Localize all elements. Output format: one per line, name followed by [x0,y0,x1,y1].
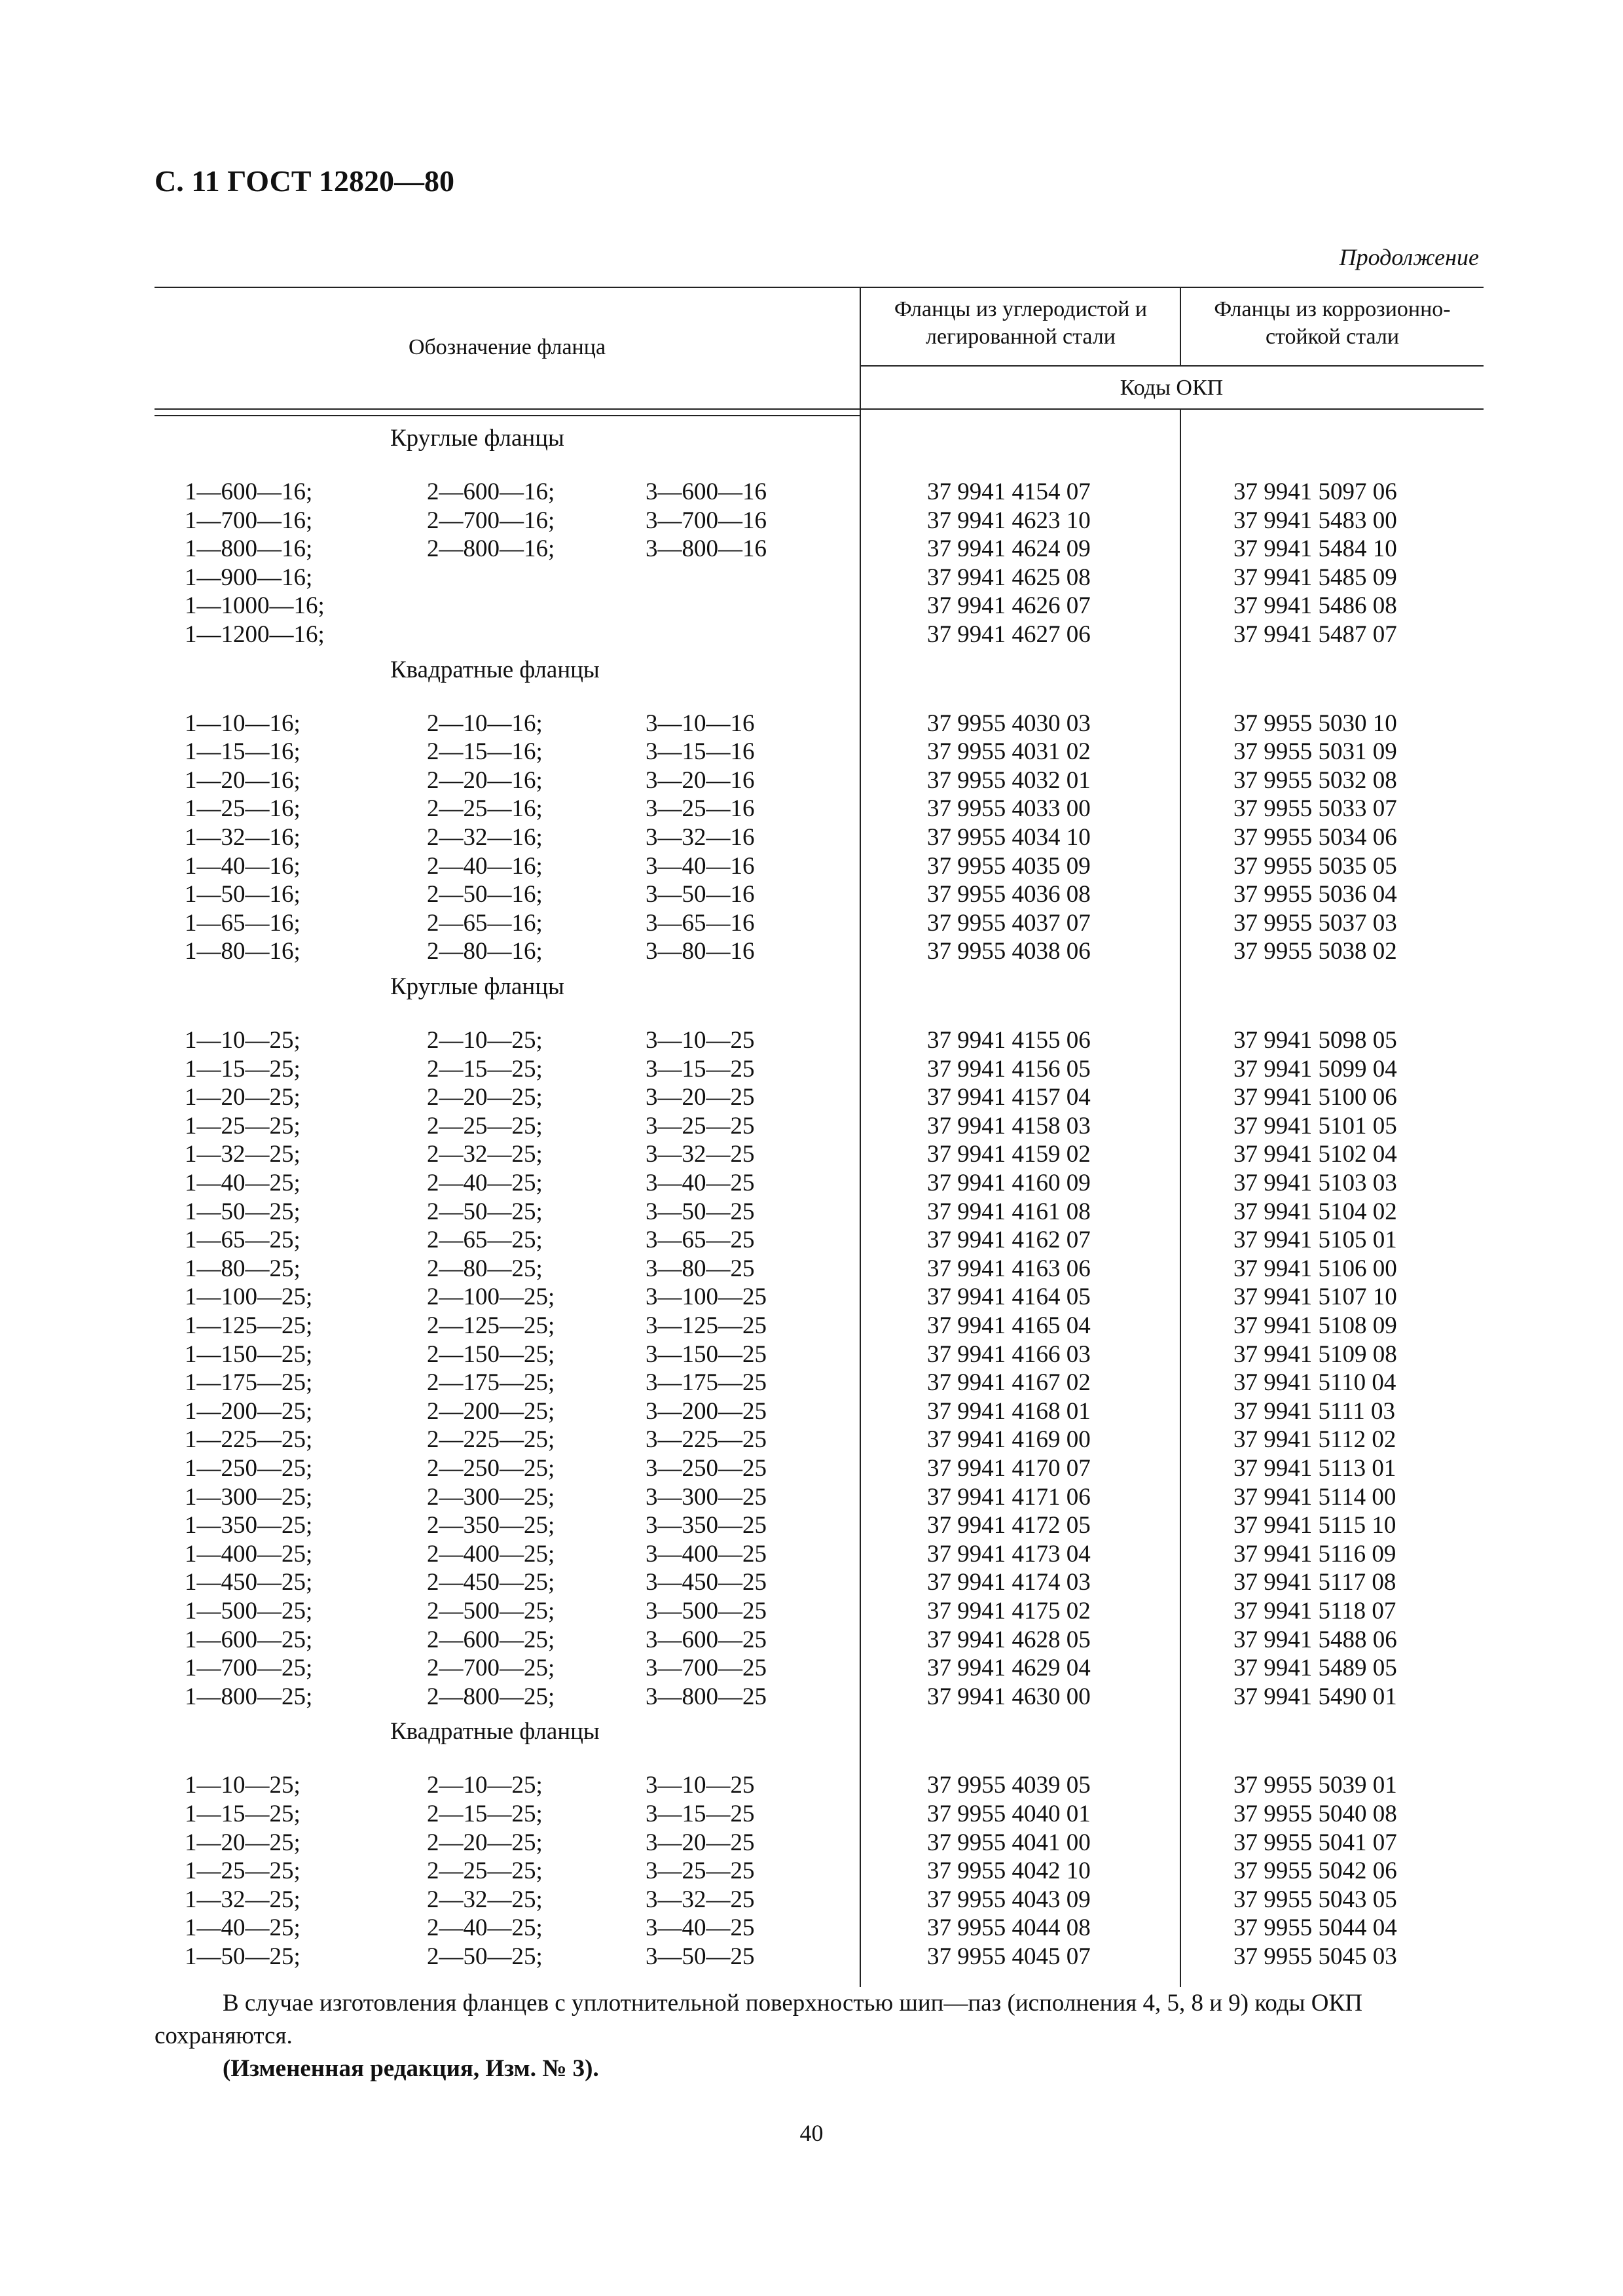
designation-1: 1—50—25; [185,1943,301,1970]
designation-2: 2—50—25; [427,1198,543,1225]
okp-code-stainless: 37 9941 5098 05 [1233,1027,1397,1054]
okp-code-stainless: 37 9955 5042 06 [1233,1857,1397,1885]
designation-2: 2—32—16; [427,824,543,851]
section-title: Квадратные фланцы [390,1718,600,1746]
okp-code-carbon: 37 9941 4172 05 [927,1512,1091,1539]
designation-2: 2—100—25; [427,1283,555,1311]
designation-1: 1—450—25; [185,1569,313,1596]
designation-3: 3—125—25 [646,1312,767,1339]
okp-code-carbon: 37 9941 4175 02 [927,1598,1091,1624]
designation-2: 2—700—25; [427,1655,555,1682]
designation-3: 3—450—25 [646,1569,767,1596]
designation-3: 3—32—25 [646,1886,755,1913]
designation-3: 3—10—16 [646,709,755,737]
designation-1: 1—300—25; [185,1483,313,1511]
designation-1: 1—10—25; [185,1772,301,1799]
designation-1: 1—32—25; [185,1141,301,1168]
okp-code-carbon: 37 9955 4042 10 [927,1857,1091,1885]
table-row [155,592,1484,620]
designation-1: 1—40—16; [185,852,301,880]
okp-code-stainless: 37 9941 5099 04 [1233,1055,1397,1083]
designation-1: 1—500—25; [185,1598,313,1624]
okp-code-carbon: 37 9941 4629 04 [927,1655,1091,1682]
table-row [155,1683,1484,1711]
designation-3: 3—25—16 [646,795,755,823]
designation-3: 3—50—16 [646,881,755,908]
designation-2: 2—10—16; [427,709,543,737]
designation-2: 2—300—25; [427,1483,555,1511]
table-row [155,880,1484,908]
okp-code-carbon: 37 9941 4164 05 [927,1283,1091,1311]
okp-codes-table [155,287,1484,1987]
okp-code-carbon: 37 9941 4624 09 [927,535,1091,563]
table-row [155,1112,1484,1140]
okp-code-stainless: 37 9955 5030 10 [1233,709,1397,737]
designation-2: 2—20—25; [427,1084,543,1111]
designation-2: 2—150—25; [427,1340,555,1368]
column-divider-materials [1180,287,1181,365]
page-header: С. 11 ГОСТ 12820—80 [155,164,455,198]
designation-1: 1—20—16; [185,766,301,794]
table-row [155,564,1484,592]
designation-1: 1—1000—16; [185,592,325,620]
designation-2: 2—225—25; [427,1426,555,1454]
designation-1: 1—20—25; [185,1829,301,1856]
designation-3: 3—32—16 [646,824,755,851]
page-number: 40 [799,2120,824,2146]
designation-1: 1—25—25; [185,1112,301,1139]
okp-code-stainless: 37 9941 5116 09 [1233,1540,1396,1568]
table-row [155,1511,1484,1539]
designation-2: 2—25—25; [427,1112,543,1139]
amendment-note: (Измененная редакция, Изм. № 3). [223,2055,599,2082]
okp-code-stainless: 37 9955 5043 05 [1233,1886,1397,1913]
designation-2: 2—800—16; [427,535,555,563]
designation-1: 1—200—25; [185,1397,313,1425]
okp-code-carbon: 37 9955 4031 02 [927,738,1091,766]
designation-2: 2—65—16; [427,909,543,937]
okp-code-stainless: 37 9941 5100 06 [1233,1084,1397,1111]
designation-3: 3—32—25 [646,1141,755,1168]
okp-code-carbon: 37 9955 4035 09 [927,852,1091,880]
okp-code-stainless: 37 9941 5097 06 [1233,478,1397,505]
designation-2: 2—80—25; [427,1255,543,1282]
okp-code-stainless: 37 9941 5107 10 [1233,1283,1397,1311]
okp-code-stainless: 37 9955 5044 04 [1233,1914,1397,1942]
okp-code-stainless: 37 9941 5485 09 [1233,564,1397,591]
okp-code-carbon: 37 9955 4040 01 [927,1801,1091,1827]
table-row [155,1283,1484,1311]
designation-1: 1—250—25; [185,1455,313,1482]
okp-code-carbon: 37 9955 4030 03 [927,709,1091,737]
table-row [155,1597,1484,1625]
okp-code-carbon: 37 9955 4041 00 [927,1829,1091,1856]
okp-code-stainless: 37 9955 5045 03 [1233,1943,1397,1970]
table-row [155,738,1484,766]
table-row [155,535,1484,563]
designation-3: 3—700—25 [646,1655,767,1682]
designation-3: 3—500—25 [646,1598,767,1624]
table-row [155,766,1484,795]
designation-2: 2—80—16; [427,938,543,965]
header-designation: Обозначение фланца [408,335,606,359]
designation-3: 3—225—25 [646,1426,767,1454]
designation-1: 1—350—25; [185,1512,313,1539]
designation-2: 2—40—25; [427,1914,543,1942]
okp-code-stainless: 37 9941 5490 01 [1233,1683,1397,1710]
designation-3: 3—10—25 [646,1772,755,1799]
designation-2: 2—40—25; [427,1170,543,1196]
designation-2: 2—600—16; [427,478,555,505]
table-row [155,1198,1484,1226]
designation-2: 2—25—16; [427,795,543,823]
okp-code-stainless: 37 9941 5117 08 [1233,1569,1396,1596]
designation-1: 1—100—25; [185,1283,313,1311]
designation-3: 3—600—25 [646,1626,767,1653]
header-okp-codes: Коды ОКП [1120,376,1224,400]
table-row [155,1857,1484,1885]
designation-1: 1—400—25; [185,1540,313,1568]
designation-3: 3—15—25 [646,1801,755,1827]
table-row [155,507,1484,535]
okp-code-carbon: 37 9941 4157 04 [927,1084,1091,1111]
footnote [155,1987,1484,2085]
table-row [155,1771,1484,1799]
header-divider-right [860,365,1484,367]
table-row [155,1083,1484,1111]
designation-2: 2—10—25; [427,1772,543,1799]
designation-2: 2—50—25; [427,1943,543,1970]
designation-1: 1—150—25; [185,1340,313,1368]
designation-1: 1—225—25; [185,1426,313,1454]
designation-2: 2—25—25; [427,1857,543,1885]
okp-code-stainless: 37 9941 5115 10 [1233,1512,1396,1539]
okp-code-stainless: 37 9955 5032 08 [1233,766,1397,794]
designation-2: 2—20—16; [427,766,543,794]
note-text: В случае изготовления фланцев с уплотнительной поверхностью шип—паз (исполнения 4, 5, 8 и 9) коды ОКП сохраняются. [155,1990,1362,2049]
table-row [155,1312,1484,1340]
designation-3: 3—40—25 [646,1914,755,1942]
designation-3: 3—65—16 [646,909,755,937]
designation-3: 3—25—25 [646,1112,755,1139]
okp-code-carbon: 37 9941 4166 03 [927,1340,1091,1368]
okp-code-carbon: 37 9941 4630 00 [927,1683,1091,1710]
okp-code-stainless: 37 9941 5102 04 [1233,1141,1397,1168]
header-bottom-rule-2 [155,415,860,416]
designation-1: 1—40—25; [185,1914,301,1942]
section-title: Круглые фланцы [390,973,564,1000]
designation-3: 3—80—25 [646,1255,755,1282]
table-row [155,478,1484,506]
designation-2: 2—20—25; [427,1829,543,1856]
table-row [155,1654,1484,1682]
designation-1: 1—10—25; [185,1027,301,1054]
okp-code-carbon: 37 9941 4161 08 [927,1198,1091,1225]
okp-code-stainless: 37 9955 5034 06 [1233,824,1397,851]
okp-code-carbon: 37 9941 4168 01 [927,1397,1091,1425]
designation-1: 1—600—16; [185,478,313,505]
designation-3: 3—25—25 [646,1857,755,1885]
designation-1: 1—10—16; [185,709,301,737]
header-carbon-steel: Фланцы из углеродистой и легированной стали [894,297,1148,349]
okp-code-stainless: 37 9941 5118 07 [1233,1598,1396,1624]
okp-code-carbon: 37 9955 4039 05 [927,1772,1091,1799]
okp-code-stainless: 37 9955 5039 01 [1233,1772,1397,1799]
table-row [155,852,1484,880]
table-row [155,795,1484,823]
designation-2: 2—600—25; [427,1626,555,1653]
table-top-rule [155,287,1484,288]
header-bottom-rule [155,408,1484,410]
okp-code-carbon: 37 9941 4173 04 [927,1540,1091,1568]
designation-3: 3—250—25 [646,1455,767,1482]
okp-code-stainless: 37 9941 5114 00 [1233,1483,1396,1511]
okp-code-stainless: 37 9941 5489 05 [1233,1655,1397,1682]
designation-1: 1—800—25; [185,1683,313,1710]
okp-code-carbon: 37 9955 4036 08 [927,881,1091,908]
table-row [155,1540,1484,1568]
designation-3: 3—50—25 [646,1943,755,1970]
okp-code-stainless: 37 9955 5040 08 [1233,1801,1397,1827]
designation-2: 2—500—25; [427,1598,555,1624]
okp-code-carbon: 37 9941 4627 06 [927,621,1091,648]
okp-code-carbon: 37 9941 4158 03 [927,1112,1091,1139]
designation-1: 1—1200—16; [185,621,325,648]
okp-code-stainless: 37 9955 5033 07 [1233,795,1397,823]
designation-1: 1—25—25; [185,1857,301,1885]
okp-code-carbon: 37 9941 4155 06 [927,1027,1091,1054]
table-row [155,1829,1484,1857]
okp-code-stainless: 37 9955 5035 05 [1233,852,1397,880]
okp-code-stainless: 37 9955 5037 03 [1233,909,1397,937]
designation-3: 3—50—25 [646,1198,755,1225]
designation-2: 2—700—16; [427,507,555,534]
okp-code-carbon: 37 9955 4037 07 [927,909,1091,937]
designation-2: 2—450—25; [427,1569,555,1596]
okp-code-stainless: 37 9941 5111 03 [1233,1397,1396,1425]
okp-code-carbon: 37 9955 4045 07 [927,1943,1091,1970]
designation-3: 3—15—16 [646,738,755,766]
designation-2: 2—175—25; [427,1369,555,1397]
designation-3: 3—700—16 [646,507,767,534]
okp-code-carbon: 37 9955 4032 01 [927,766,1091,794]
designation-2: 2—65—25; [427,1227,543,1254]
okp-code-stainless: 37 9941 5487 07 [1233,621,1397,648]
okp-code-carbon: 37 9955 4033 00 [927,795,1091,823]
designation-2: 2—32—25; [427,1886,543,1913]
designation-2: 2—15—25; [427,1055,543,1083]
designation-1: 1—900—16; [185,564,313,591]
section-title: Квадратные фланцы [390,656,600,683]
okp-code-carbon: 37 9941 4628 05 [927,1626,1091,1653]
designation-1: 1—125—25; [185,1312,313,1339]
designation-1: 1—50—25; [185,1198,301,1225]
designation-2: 2—15—25; [427,1801,543,1827]
okp-code-carbon: 37 9941 4162 07 [927,1227,1091,1254]
table-row [155,1140,1484,1168]
table-row [155,1369,1484,1397]
okp-code-stainless: 37 9955 5031 09 [1233,738,1397,766]
designation-1: 1—32—16; [185,824,301,851]
okp-code-stainless: 37 9941 5112 02 [1233,1426,1396,1454]
designation-1: 1—25—16; [185,795,301,823]
designation-1: 1—175—25; [185,1369,313,1397]
okp-code-carbon: 37 9955 4043 09 [927,1886,1091,1913]
designation-1: 1—600—25; [185,1626,313,1653]
okp-code-stainless: 37 9941 5101 05 [1233,1112,1397,1139]
table-row [155,709,1484,738]
designation-3: 3—800—16 [646,535,767,563]
designation-2: 2—400—25; [427,1540,555,1568]
okp-code-stainless: 37 9941 5113 01 [1233,1455,1396,1482]
table-row [155,823,1484,852]
okp-code-stainless: 37 9941 5484 10 [1233,535,1397,563]
table-row [155,1568,1484,1596]
designation-3: 3—175—25 [646,1369,767,1397]
okp-code-stainless: 37 9941 5104 02 [1233,1198,1397,1225]
designation-3: 3—20—25 [646,1084,755,1111]
designation-2: 2—250—25; [427,1455,555,1482]
table-row [155,1255,1484,1283]
designation-3: 3—10—25 [646,1027,755,1054]
okp-code-carbon: 37 9941 4170 07 [927,1455,1091,1482]
designation-2: 2—10—25; [427,1027,543,1054]
designation-2: 2—40—16; [427,852,543,880]
designation-3: 3—40—25 [646,1170,755,1196]
designation-2: 2—32—25; [427,1141,543,1168]
okp-code-stainless: 37 9941 5106 00 [1233,1255,1397,1282]
designation-1: 1—40—25; [185,1170,301,1196]
table-row [155,1914,1484,1942]
okp-code-carbon: 37 9941 4165 04 [927,1312,1091,1339]
designation-2: 2—800—25; [427,1683,555,1710]
table-row [155,937,1484,965]
table-row [155,1943,1484,1971]
table-row [155,1169,1484,1197]
designation-1: 1—700—25; [185,1655,313,1682]
designation-1: 1—80—25; [185,1255,301,1282]
designation-2: 2—15—16; [427,738,543,766]
table-row [155,909,1484,937]
designation-1: 1—50—16; [185,881,301,908]
designation-1: 1—15—16; [185,738,301,766]
okp-code-carbon: 37 9941 4167 02 [927,1369,1091,1397]
designation-3: 3—600—16 [646,478,767,505]
table-row [155,1426,1484,1454]
okp-code-carbon: 37 9941 4174 03 [927,1569,1091,1596]
designation-1: 1—65—16; [185,909,301,937]
designation-1: 1—15—25; [185,1055,301,1083]
designation-3: 3—200—25 [646,1397,767,1425]
designation-3: 3—350—25 [646,1512,767,1539]
designation-3: 3—65—25 [646,1227,755,1254]
okp-code-carbon: 37 9941 4626 07 [927,592,1091,620]
okp-code-stainless: 37 9941 5488 06 [1233,1626,1397,1653]
table-row [155,1483,1484,1511]
okp-code-carbon: 37 9941 4160 09 [927,1170,1091,1196]
designation-2: 2—200—25; [427,1397,555,1425]
designation-1: 1—20—25; [185,1084,301,1111]
okp-code-stainless: 37 9941 5483 00 [1233,507,1397,534]
okp-code-carbon: 37 9955 4038 06 [927,938,1091,965]
designation-3: 3—15—25 [646,1055,755,1083]
okp-code-carbon: 37 9941 4625 08 [927,564,1091,591]
designation-1: 1—15—25; [185,1801,301,1827]
table-row [155,620,1484,649]
okp-code-carbon: 37 9955 4034 10 [927,824,1091,851]
designation-2: 2—50—16; [427,881,543,908]
designation-1: 1—800—16; [185,535,313,563]
table-row [155,1626,1484,1654]
okp-code-carbon: 37 9941 4156 05 [927,1055,1091,1083]
table-row [155,1397,1484,1426]
okp-code-stainless: 37 9941 5103 03 [1233,1170,1397,1196]
header-stainless-steel: Фланцы из коррозионно-стойкой стали [1214,297,1451,349]
okp-code-stainless: 37 9941 5109 08 [1233,1340,1397,1368]
table-row [155,1454,1484,1482]
designation-2: 2—125—25; [427,1312,555,1339]
okp-code-carbon: 37 9941 4623 10 [927,507,1091,534]
table-row [155,1340,1484,1369]
designation-3: 3—150—25 [646,1340,767,1368]
table-row [155,1800,1484,1828]
designation-2: 2—350—25; [427,1512,555,1539]
designation-3: 3—800—25 [646,1683,767,1710]
okp-code-stainless: 37 9955 5041 07 [1233,1829,1397,1856]
okp-code-carbon: 37 9941 4154 07 [927,478,1091,505]
okp-code-carbon: 37 9955 4044 08 [927,1914,1091,1942]
table-row [155,1886,1484,1914]
okp-code-stainless: 37 9955 5038 02 [1233,938,1397,965]
okp-code-carbon: 37 9941 4169 00 [927,1426,1091,1454]
designation-3: 3—20—25 [646,1829,755,1856]
table-row [155,1226,1484,1254]
okp-code-carbon: 37 9941 4163 06 [927,1255,1091,1282]
okp-code-stainless: 37 9955 5036 04 [1233,881,1397,908]
section-title: Круглые фланцы [390,425,564,452]
designation-1: 1—700—16; [185,507,313,534]
designation-3: 3—20—16 [646,766,755,794]
designation-3: 3—100—25 [646,1283,767,1311]
okp-code-stainless: 37 9941 5105 01 [1233,1227,1397,1254]
okp-code-stainless: 37 9941 5108 09 [1233,1312,1397,1339]
designation-3: 3—80—16 [646,938,755,965]
table-row [155,1026,1484,1054]
okp-code-carbon: 37 9941 4171 06 [927,1483,1091,1511]
designation-1: 1—32—25; [185,1886,301,1913]
designation-3: 3—40—16 [646,852,755,880]
designation-1: 1—65—25; [185,1227,301,1254]
okp-code-stainless: 37 9941 5110 04 [1233,1369,1396,1397]
designation-1: 1—80—16; [185,938,301,965]
continuation-label: Продолжение [1339,244,1479,270]
okp-code-carbon: 37 9941 4159 02 [927,1141,1091,1168]
designation-3: 3—300—25 [646,1483,767,1511]
designation-3: 3—400—25 [646,1540,767,1568]
okp-code-stainless: 37 9941 5486 08 [1233,592,1397,620]
table-row [155,1055,1484,1083]
